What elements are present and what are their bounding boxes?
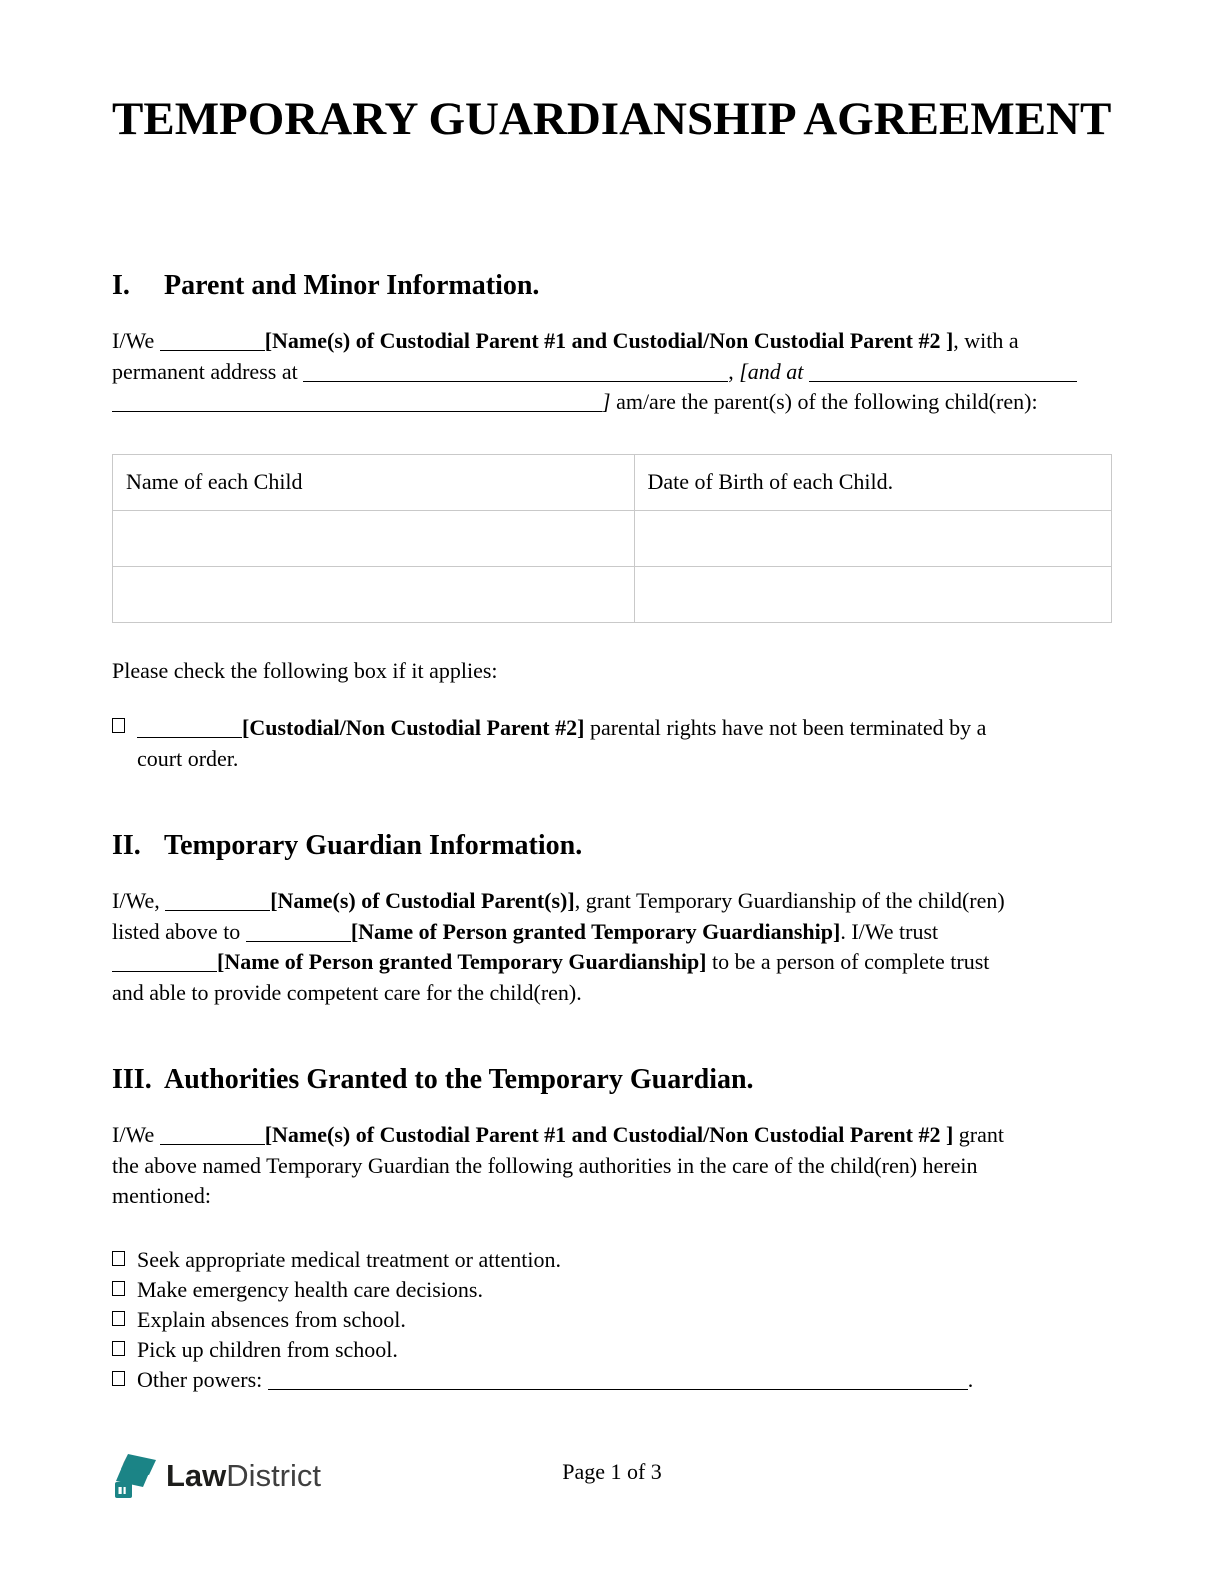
children-table bbox=[112, 454, 1112, 623]
parents-name-blank2[interactable] bbox=[160, 1124, 265, 1145]
custodial-parents-blank[interactable] bbox=[165, 890, 270, 911]
section1-heading bbox=[112, 270, 1112, 302]
placeholder-italic: ] bbox=[602, 389, 611, 414]
text-segment: Other powers: bbox=[137, 1366, 268, 1392]
authority-label: Make emergency health care decisions. bbox=[137, 1276, 483, 1302]
authority-item bbox=[112, 1245, 1112, 1275]
text-segment: and able to provide competent care for the child(ren). bbox=[112, 979, 582, 1005]
check-prompt: Please check the following box if it applies: bbox=[112, 657, 498, 683]
checkbox-icon[interactable] bbox=[112, 718, 125, 733]
section1-heading-text: Parent and Minor Information. bbox=[164, 270, 540, 301]
authority-item bbox=[112, 1335, 1112, 1365]
address-blank[interactable] bbox=[303, 361, 728, 382]
text-segment: , with a bbox=[953, 328, 1019, 353]
child-name-cell[interactable] bbox=[113, 510, 635, 566]
placeholder-bold: [Name(s) of Custodial Parent #1 and Custodial/Non Custodial Parent #2 ] bbox=[264, 1122, 954, 1147]
placeholder-italic: [and at bbox=[739, 358, 809, 384]
check-text bbox=[137, 713, 986, 774]
text-segment: listed above to bbox=[112, 918, 246, 944]
text-segment: permanent address at bbox=[112, 358, 304, 384]
brand-district: District bbox=[226, 1458, 322, 1493]
text-segment: court order. bbox=[137, 745, 239, 771]
address2-blank-continued[interactable] bbox=[112, 391, 602, 412]
text-segment: am/are the parent(s) of the following child(ren): bbox=[610, 389, 1038, 414]
table-row bbox=[113, 566, 1112, 622]
child-dob-cell[interactable] bbox=[634, 510, 1112, 566]
child-name-cell[interactable] bbox=[113, 566, 635, 622]
checkbox-icon[interactable] bbox=[112, 1341, 125, 1356]
text-segment: I/We bbox=[112, 1122, 160, 1147]
guardian-name-blank2[interactable] bbox=[112, 951, 217, 972]
section3-heading-text: Authorities Granted to the Temporary Guardian. bbox=[164, 1064, 754, 1095]
placeholder-bold: [Name of Person granted Temporary Guardianship] bbox=[350, 918, 841, 944]
text-segment: to be a person of complete trust bbox=[706, 949, 990, 974]
other-powers-blank[interactable] bbox=[268, 1369, 968, 1390]
text-segment: I/We bbox=[112, 328, 160, 353]
section2-heading bbox=[112, 830, 1112, 862]
section1-number: I. bbox=[112, 270, 130, 301]
text-segment: . I/We trust bbox=[840, 918, 939, 944]
section2-heading-text: Temporary Guardian Information. bbox=[164, 830, 583, 861]
header-child-dob: Date of Birth of each Child. bbox=[634, 454, 1112, 510]
text-segment: grant bbox=[953, 1122, 1004, 1147]
section2-number: II. bbox=[112, 830, 141, 861]
brand-law: Law bbox=[166, 1458, 227, 1493]
text-segment: parental rights have not been terminated by a bbox=[584, 715, 987, 740]
placeholder-bold: [Name(s) of Custodial Parent #1 and Custodial/Non Custodial Parent #2 ] bbox=[264, 328, 954, 353]
table-header-row bbox=[113, 454, 1112, 510]
authority-item bbox=[112, 1305, 1112, 1335]
page-footer bbox=[112, 1445, 1112, 1509]
checkbox-icon[interactable] bbox=[112, 1371, 125, 1386]
text-segment: , bbox=[728, 358, 740, 384]
table-row bbox=[113, 510, 1112, 566]
text-segment: . bbox=[967, 1366, 974, 1392]
text-segment: I/We, bbox=[112, 888, 166, 913]
text-segment: , grant Temporary Guardianship of the child(ren) bbox=[574, 888, 1005, 913]
section3-paragraph bbox=[112, 1120, 1112, 1212]
page-number: Page 1 of 3 bbox=[562, 1459, 662, 1484]
authority-label: Seek appropriate medical treatment or attention. bbox=[137, 1246, 561, 1272]
document-title: TEMPORARY GUARDIANSHIP AGREEMENT bbox=[112, 93, 1112, 145]
placeholder-bold: [Custodial/Non Custodial Parent #2] bbox=[242, 715, 585, 740]
parents-name-blank[interactable] bbox=[160, 330, 265, 351]
authority-item-other bbox=[112, 1365, 1112, 1395]
other-powers-text bbox=[137, 1365, 973, 1395]
header-child-name: Name of each Child bbox=[113, 454, 635, 510]
text-segment: the above named Temporary Guardian the following authorities in the care of the child(ren) herein bbox=[112, 1152, 978, 1178]
section3-number: III. bbox=[112, 1064, 152, 1095]
parent2-rights-check-row bbox=[112, 713, 1112, 774]
authority-label: Explain absences from school. bbox=[137, 1306, 406, 1332]
section3-heading bbox=[112, 1064, 1112, 1096]
section2-paragraph bbox=[112, 886, 1112, 1008]
checkbox-icon[interactable] bbox=[112, 1281, 125, 1296]
authorities-list bbox=[112, 1245, 1112, 1395]
authority-label: Pick up children from school. bbox=[137, 1336, 398, 1362]
guardian-name-blank[interactable] bbox=[246, 921, 351, 942]
placeholder-bold: [Name of Person granted Temporary Guardianship] bbox=[217, 949, 707, 974]
authority-item bbox=[112, 1275, 1112, 1305]
checkbox-icon[interactable] bbox=[112, 1311, 125, 1326]
address2-blank[interactable] bbox=[809, 361, 1077, 382]
parent2-name-blank[interactable] bbox=[137, 717, 242, 738]
checkbox-icon[interactable] bbox=[112, 1251, 125, 1266]
placeholder-bold: [Name(s) of Custodial Parent(s)] bbox=[270, 888, 575, 913]
section1-paragraph bbox=[112, 326, 1112, 418]
child-dob-cell[interactable] bbox=[634, 566, 1112, 622]
text-segment: mentioned: bbox=[112, 1183, 211, 1208]
